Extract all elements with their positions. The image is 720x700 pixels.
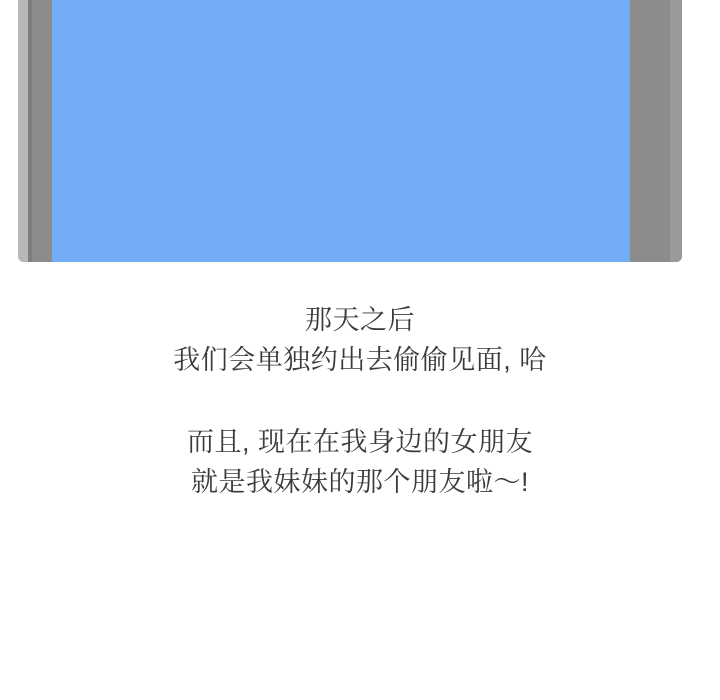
narration-paragraph-1 [0, 300, 720, 380]
phone-screen [52, 0, 630, 262]
narration-line: 那天之后 [305, 305, 415, 335]
comic-panel-device [0, 0, 720, 262]
narration-line: 而且, 现在在我身边的女朋友 [186, 427, 533, 457]
narration-line: 我们会单独约出去偷偷见面, 哈 [173, 345, 547, 375]
narration-text [0, 300, 720, 502]
narration-spacer [0, 380, 720, 422]
narration-line: 就是我妹妹的那个朋友啦～! [190, 467, 529, 497]
panel-divider [0, 262, 720, 263]
narration-paragraph-2 [0, 422, 720, 502]
